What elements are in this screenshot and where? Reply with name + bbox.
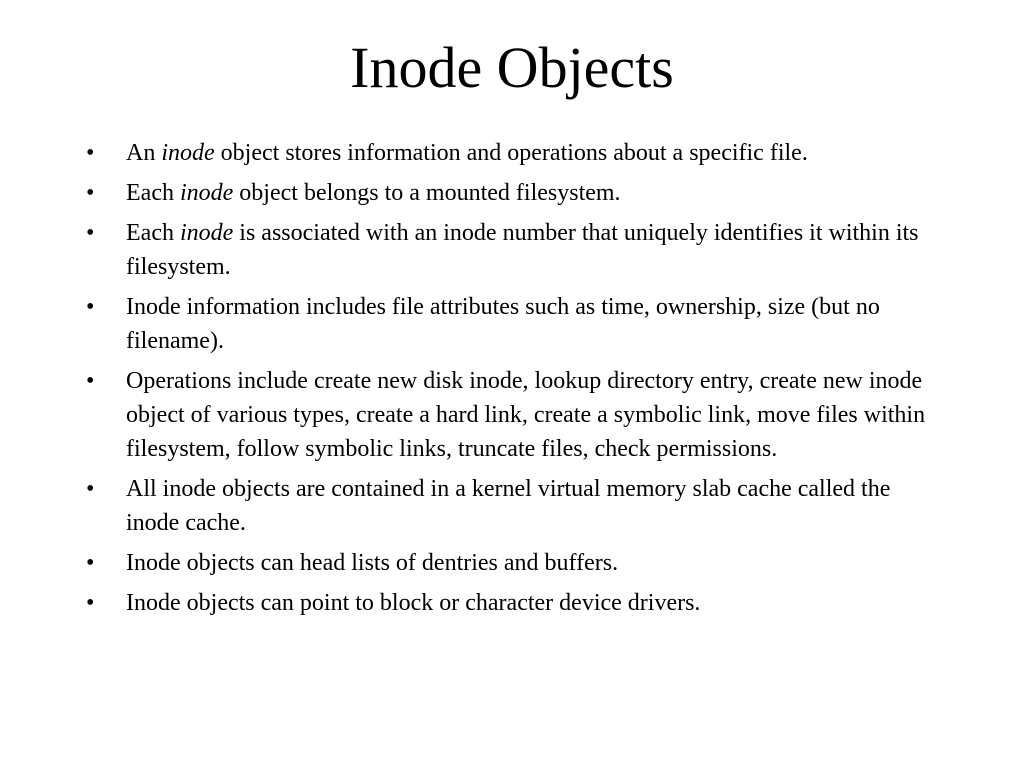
bullet-text-suffix: is associated with an inode number that uniquely identifies it within its filesystem. <box>126 220 919 280</box>
bullet-text-prefix: An <box>126 140 162 166</box>
bullet-icon: • <box>86 140 95 166</box>
bullet-text-prefix: Each <box>126 180 180 206</box>
bullet-icon: • <box>86 294 95 320</box>
bullet-text: All inode objects are contained in a kernel virtual memory slab cache called the inode cache. <box>126 476 891 536</box>
bullet-text-emphasis: inode <box>161 140 215 166</box>
slide-title: Inode Objects <box>350 35 674 100</box>
bullet-text-emphasis: inode <box>179 220 234 246</box>
bullet-icon: • <box>86 180 95 206</box>
bullet-list <box>84 136 944 626</box>
bullet-icon: • <box>86 368 95 394</box>
bullet-text: Inode objects can head lists of dentries and buffers. <box>126 550 619 576</box>
bullet-item <box>84 216 944 284</box>
bullet-item <box>84 364 944 466</box>
bullet-icon: • <box>86 590 95 616</box>
bullet-item <box>84 176 944 210</box>
bullet-text-prefix: Each <box>126 220 180 246</box>
bullet-item <box>84 586 944 620</box>
bullet-item <box>84 546 944 580</box>
bullet-text-suffix: object stores information and operations about a specific file. <box>214 140 808 166</box>
bullet-text-suffix: object belongs to a mounted filesystem. <box>233 180 621 206</box>
bullet-item <box>84 472 944 540</box>
bullet-item <box>84 290 944 358</box>
bullet-icon: • <box>86 476 95 502</box>
bullet-text-emphasis: inode <box>179 180 234 206</box>
bullet-icon: • <box>86 220 95 246</box>
bullet-icon: • <box>86 550 95 576</box>
bullet-text: Operations include create new disk inode, lookup directory entry, create new inode object of various types, create a hard link, create a symbolic link, move files within filesystem, follow symbolic links, truncate files, check permissions. <box>126 368 926 462</box>
bullet-item <box>84 136 944 170</box>
bullet-text: Inode objects can point to block or character device drivers. <box>126 590 701 616</box>
bullet-text: Inode information includes file attributes such as time, ownership, size (but no filename). <box>126 294 880 354</box>
